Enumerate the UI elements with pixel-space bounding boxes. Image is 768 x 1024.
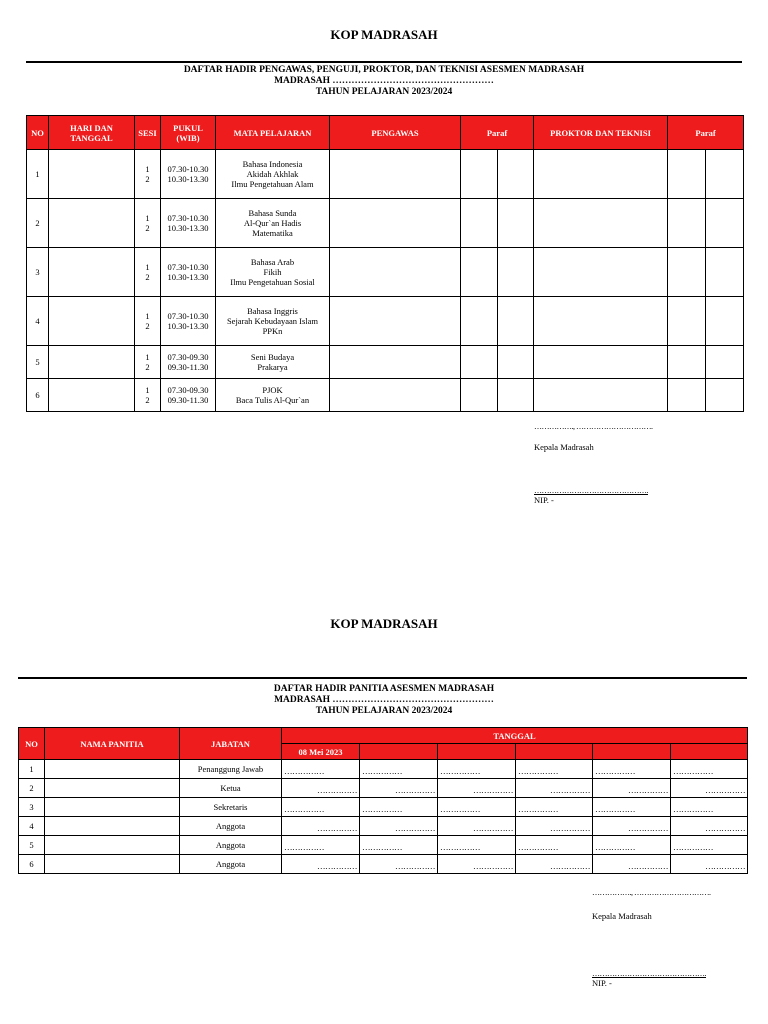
row-sign-cell[interactable]: …………… — [593, 855, 671, 874]
table-row — [27, 379, 744, 412]
section2-title-line1: DAFTAR HADIR PANITIA ASESMEN MADRASAH — [273, 684, 495, 694]
row-sign-cell[interactable]: …………… — [516, 855, 593, 874]
row-nama-panitia[interactable] — [45, 855, 180, 874]
row-proktor[interactable] — [534, 248, 668, 297]
row-sign-cell[interactable]: …………… — [438, 798, 516, 817]
th-mata-pelajaran: MATA PELAJARAN — [216, 116, 330, 150]
row-paraf-a[interactable] — [461, 199, 498, 248]
th2-date-1: 08 Mei 2023 — [282, 744, 360, 760]
table1-header-row — [27, 116, 744, 150]
th-sesi: SESI — [135, 116, 161, 150]
table-row — [27, 297, 744, 346]
table-row — [27, 199, 744, 248]
row-no: 4 — [27, 297, 49, 346]
row-sign-cell[interactable]: …………… — [671, 817, 748, 836]
row-pengawas[interactable] — [330, 297, 461, 346]
row-sign-cell[interactable]: …………… — [671, 779, 748, 798]
row-mata-pelajaran: Seni Budaya Prakarya — [216, 346, 330, 379]
row-hari-tanggal[interactable] — [49, 199, 135, 248]
row-sign-cell[interactable]: …………… — [438, 760, 516, 779]
row-paraf-a[interactable] — [461, 297, 498, 346]
row-nama-panitia[interactable] — [45, 798, 180, 817]
table-row — [19, 760, 748, 779]
row-sesi: 1 2 — [135, 297, 161, 346]
row-sign-cell[interactable]: …………… — [516, 760, 593, 779]
th2-date-6 — [671, 744, 748, 760]
row-paraf-d[interactable] — [706, 199, 744, 248]
row-no: 3 — [27, 248, 49, 297]
row-paraf-b[interactable] — [498, 297, 534, 346]
sig1-place-date: ……………., …………………………. — [534, 422, 653, 431]
row-paraf-d[interactable] — [706, 297, 744, 346]
row-paraf-d[interactable] — [706, 248, 744, 297]
row-paraf-b[interactable] — [498, 379, 534, 412]
row-nama-panitia[interactable] — [45, 836, 180, 855]
sig1-nip: NIP. - — [534, 495, 554, 505]
row-sign-cell[interactable]: …………… — [282, 836, 360, 855]
row-pukul: 07.30-10.30 10.30-13.30 — [161, 297, 216, 346]
row-pukul: 07.30-09.30 09.30-11.30 — [161, 346, 216, 379]
row-paraf-d[interactable] — [706, 346, 744, 379]
row-paraf-b[interactable] — [498, 346, 534, 379]
row-paraf-c[interactable] — [668, 248, 706, 297]
th-pukul: PUKUL (WIB) — [161, 116, 216, 150]
row-mata-pelajaran: PJOK Baca Tulis Al-Qur`an — [216, 379, 330, 412]
row-jabatan: Penanggung Jawab — [180, 760, 282, 779]
row-pukul: 07.30-10.30 10.30-13.30 — [161, 248, 216, 297]
row-sign-cell[interactable]: …………… — [438, 836, 516, 855]
row-jabatan: Sekretaris — [180, 798, 282, 817]
row-paraf-a[interactable] — [461, 150, 498, 199]
row-sesi: 1 2 — [135, 199, 161, 248]
row-sign-cell[interactable]: …………… — [282, 798, 360, 817]
row-sesi: 1 2 — [135, 150, 161, 199]
th2-nama-panitia: NAMA PANITIA — [45, 728, 180, 760]
row-jabatan: Anggota — [180, 836, 282, 855]
table-row — [27, 346, 744, 379]
row-sign-cell[interactable]: …………… — [593, 817, 671, 836]
th2-date-3 — [438, 744, 516, 760]
row-sign-cell[interactable]: …………… — [282, 855, 360, 874]
row-paraf-c[interactable] — [668, 199, 706, 248]
row-nama-panitia[interactable] — [45, 817, 180, 836]
row-sign-cell[interactable]: …………… — [438, 855, 516, 874]
row-no: 2 — [19, 779, 45, 798]
row-sign-cell[interactable]: …………… — [360, 817, 438, 836]
row-proktor[interactable] — [534, 297, 668, 346]
row-pengawas[interactable] — [330, 346, 461, 379]
row-sesi: 1 2 — [135, 248, 161, 297]
row-jabatan: Anggota — [180, 855, 282, 874]
section1-signature — [534, 422, 653, 505]
row-paraf-b[interactable] — [498, 199, 534, 248]
section1-title — [0, 65, 768, 98]
table2-header-row-1 — [19, 728, 748, 744]
section2-title-line3: TAHUN PELAJARAN 2023/2024 — [315, 706, 453, 716]
th-paraf-1: Paraf — [461, 116, 534, 150]
row-nama-panitia[interactable] — [45, 760, 180, 779]
row-paraf-c[interactable] — [668, 150, 706, 199]
section2-rule — [18, 677, 747, 679]
row-jabatan: Anggota — [180, 817, 282, 836]
row-no: 3 — [19, 798, 45, 817]
th2-tanggal: TANGGAL — [282, 728, 748, 744]
sig2-role: Kepala Madrasah — [592, 911, 652, 921]
row-no: 6 — [27, 379, 49, 412]
row-sign-cell[interactable]: …………… — [671, 760, 748, 779]
table-row — [27, 248, 744, 297]
th-paraf-2: Paraf — [668, 116, 744, 150]
th-pengawas: PENGAWAS — [330, 116, 461, 150]
row-proktor[interactable] — [534, 150, 668, 199]
section2-signature — [592, 888, 711, 988]
table-row — [27, 150, 744, 199]
row-sign-cell[interactable]: …………… — [593, 836, 671, 855]
sig2-nip: NIP. - — [592, 978, 612, 988]
row-pukul: 07.30-10.30 10.30-13.30 — [161, 150, 216, 199]
row-pengawas[interactable] — [330, 248, 461, 297]
row-sign-cell[interactable]: …………… — [671, 798, 748, 817]
row-sign-cell[interactable]: …………… — [360, 760, 438, 779]
row-no: 6 — [19, 855, 45, 874]
row-sign-cell[interactable]: …………… — [360, 779, 438, 798]
sig1-name-line: ………………………………………. — [534, 486, 648, 495]
sig2-name-line: ………………………………………. — [592, 969, 706, 978]
section1-title-line1: DAFTAR HADIR PENGAWAS, PENGUJI, PROKTOR, DAN TEKNISI ASESMEN MADRASAH — [183, 65, 585, 75]
row-paraf-c[interactable] — [668, 297, 706, 346]
row-paraf-a[interactable] — [461, 346, 498, 379]
row-sign-cell[interactable]: …………… — [438, 779, 516, 798]
row-paraf-d[interactable] — [706, 150, 744, 199]
row-mata-pelajaran: Bahasa Indonesia Akidah Akhlak Ilmu Pengetahuan Alam — [216, 150, 330, 199]
section1-title-line2: MADRASAH …………………………………………… — [274, 76, 494, 86]
row-paraf-b[interactable] — [498, 248, 534, 297]
th2-date-4 — [516, 744, 593, 760]
row-paraf-c[interactable] — [668, 379, 706, 412]
section2-kop: KOP MADRASAH — [330, 616, 438, 631]
row-paraf-a[interactable] — [461, 248, 498, 297]
section1-kop: KOP MADRASAH — [330, 27, 438, 42]
row-sign-cell[interactable]: …………… — [360, 798, 438, 817]
row-paraf-a[interactable] — [461, 379, 498, 412]
th-hari-tanggal: HARI DAN TANGGAL — [49, 116, 135, 150]
row-sign-cell[interactable]: …………… — [593, 779, 671, 798]
row-proktor[interactable] — [534, 379, 668, 412]
attendance-table-2 — [18, 727, 748, 874]
row-sign-cell[interactable]: …………… — [516, 798, 593, 817]
row-mata-pelajaran: Bahasa Arab Fikih Ilmu Pengetahuan Sosial — [216, 248, 330, 297]
section2-title-line2: MADRASAH …………………………………………… — [274, 695, 494, 705]
row-sign-cell[interactable]: …………… — [282, 779, 360, 798]
row-no: 1 — [27, 150, 49, 199]
table-row — [19, 779, 748, 798]
row-nama-panitia[interactable] — [45, 779, 180, 798]
th-no: NO — [27, 116, 49, 150]
row-pengawas[interactable] — [330, 199, 461, 248]
row-pengawas[interactable] — [330, 150, 461, 199]
row-sign-cell[interactable]: …………… — [671, 836, 748, 855]
row-sign-cell[interactable]: …………… — [516, 779, 593, 798]
row-jabatan: Ketua — [180, 779, 282, 798]
sig1-role: Kepala Madrasah — [534, 442, 594, 452]
row-no: 5 — [19, 836, 45, 855]
table-row — [19, 836, 748, 855]
th2-date-2 — [360, 744, 438, 760]
table-row — [19, 817, 748, 836]
row-sign-cell[interactable]: …………… — [593, 798, 671, 817]
table-row — [19, 798, 748, 817]
row-sign-cell[interactable]: …………… — [282, 760, 360, 779]
row-no: 5 — [27, 346, 49, 379]
row-hari-tanggal[interactable] — [49, 150, 135, 199]
sig2-place-date: ……………., …………………………. — [592, 888, 711, 897]
row-hari-tanggal[interactable] — [49, 248, 135, 297]
row-hari-tanggal[interactable] — [49, 297, 135, 346]
row-hari-tanggal[interactable] — [49, 346, 135, 379]
row-sesi: 1 2 — [135, 346, 161, 379]
row-mata-pelajaran: Bahasa Sunda Al-Qur`an Hadis Matematika — [216, 199, 330, 248]
row-sign-cell[interactable]: …………… — [516, 817, 593, 836]
row-paraf-c[interactable] — [668, 346, 706, 379]
row-no: 1 — [19, 760, 45, 779]
row-sign-cell[interactable]: …………… — [282, 817, 360, 836]
row-sign-cell[interactable]: …………… — [516, 836, 593, 855]
row-pukul: 07.30-09.30 09.30-11.30 — [161, 379, 216, 412]
row-sign-cell[interactable]: …………… — [671, 855, 748, 874]
section1-rule — [26, 61, 742, 63]
section2-title — [0, 684, 768, 717]
th2-jabatan: JABATAN — [180, 728, 282, 760]
table-row — [19, 855, 748, 874]
row-sign-cell[interactable]: …………… — [360, 855, 438, 874]
row-sign-cell[interactable]: …………… — [360, 836, 438, 855]
row-paraf-d[interactable] — [706, 379, 744, 412]
attendance-table-1 — [26, 115, 744, 412]
row-pukul: 07.30-10.30 10.30-13.30 — [161, 199, 216, 248]
th2-date-5 — [593, 744, 671, 760]
row-proktor[interactable] — [534, 199, 668, 248]
row-no: 4 — [19, 817, 45, 836]
row-mata-pelajaran: Bahasa Inggris Sejarah Kebudayaan Islam PPKn — [216, 297, 330, 346]
row-sign-cell[interactable]: …………… — [438, 817, 516, 836]
row-sesi: 1 2 — [135, 379, 161, 412]
row-paraf-b[interactable] — [498, 150, 534, 199]
row-hari-tanggal[interactable] — [49, 379, 135, 412]
row-proktor[interactable] — [534, 346, 668, 379]
th-proktor-teknisi: PROKTOR DAN TEKNISI — [534, 116, 668, 150]
row-sign-cell[interactable]: …………… — [593, 760, 671, 779]
th2-no: NO — [19, 728, 45, 760]
row-no: 2 — [27, 199, 49, 248]
section1-title-line3: TAHUN PELAJARAN 2023/2024 — [315, 87, 453, 97]
row-pengawas[interactable] — [330, 379, 461, 412]
